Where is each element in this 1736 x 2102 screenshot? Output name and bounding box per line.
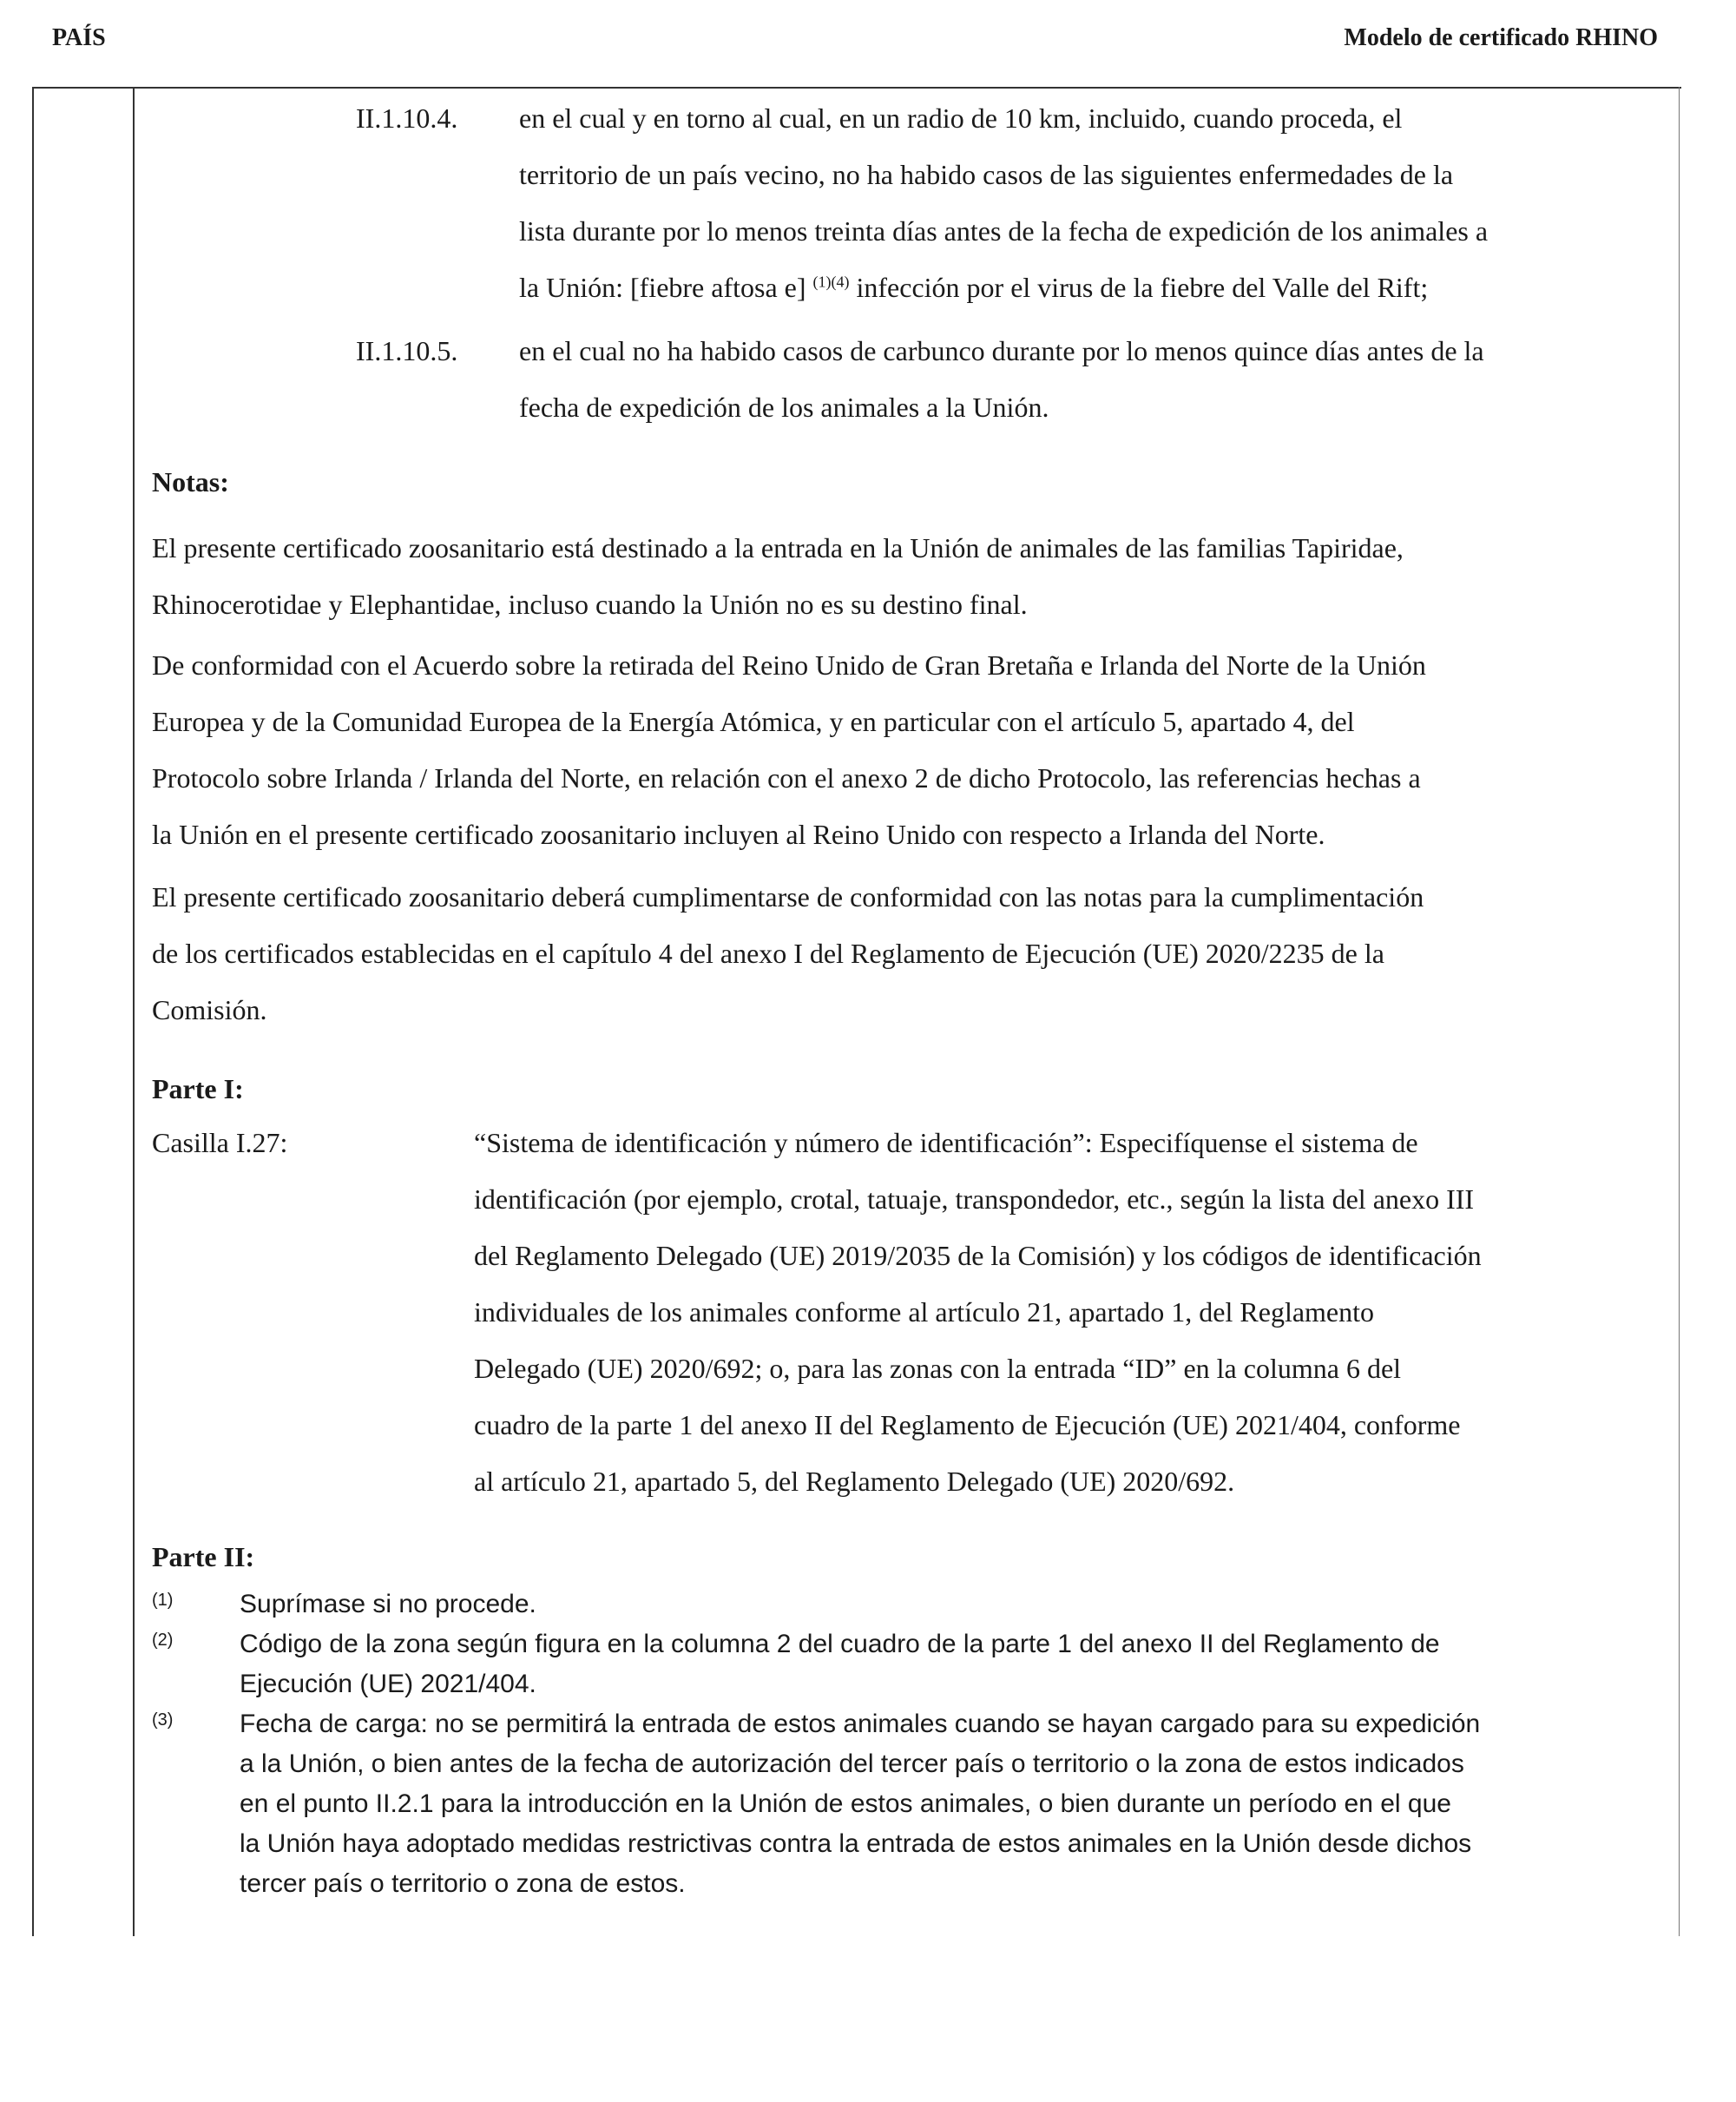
box-label: Casilla I.27: — [152, 1127, 288, 1158]
clause-line: territorio de un país vecino, no ha habido casos de las siguientes enfermedades de la — [519, 159, 1454, 190]
clause-line: fecha de expedición de los animales a la Unión. — [519, 392, 1049, 423]
clause-text: infección por el virus de la fiebre del Valle del Rift; — [849, 272, 1429, 303]
notes-heading: Notas: — [152, 466, 229, 497]
footnote-text — [240, 1624, 1440, 1704]
top-rule — [32, 87, 1681, 89]
note-line: El presente certificado zoosanitario deberá cumplimentarse de conformidad con las notas para la cumplimentación — [152, 881, 1424, 913]
note-line: de los certificados establecidas en el capítulo 4 del anexo I del Reglamento de Ejecución (UE) 2020/2235 de la — [152, 938, 1384, 969]
note-line: Comisión. — [152, 994, 267, 1025]
footnote-line: en el punto II.2.1 para la introducción en la Unión de estos animales, o bien durante un período en el que — [240, 1789, 1451, 1818]
note-line: Rhinocerotidae y Elephantidae, incluso cuando la Unión no es su destino final. — [152, 589, 1028, 620]
box-description-line: “Sistema de identificación y número de identificación”: Especifíquense el sistema de — [474, 1127, 1418, 1158]
header-model-title: Modelo de certificado RHINO — [1344, 24, 1658, 51]
left-border — [32, 87, 34, 1936]
footnote-line: la Unión haya adoptado medidas restrictivas contra la entrada de estos animales en la Unión desde dichos — [240, 1829, 1472, 1858]
clause-line — [519, 270, 1428, 305]
note-line: El presente certificado zoosanitario está destinado a la entrada en la Unión de animales de las familias Tapiridae, — [152, 532, 1404, 563]
header-country: PAÍS — [52, 24, 106, 51]
box-description-line: Delegado (UE) 2020/692; o, para las zonas con la entrada “ID” en la columna 6 del — [474, 1353, 1402, 1384]
footnote-line: Ejecución (UE) 2021/404. — [240, 1670, 536, 1698]
inner-left-border — [133, 87, 135, 1936]
right-border — [1679, 87, 1680, 1936]
box-description-line: individuales de los animales conforme al artículo 21, apartado 1, del Reglamento — [474, 1296, 1375, 1328]
footnote-line: Fecha de carga: no se permitirá la entrada de estos animales cuando se hayan cargado para su expedición — [240, 1710, 1481, 1738]
box-description-line: al artículo 21, apartado 5, del Reglamento Delegado (UE) 2020/692. — [474, 1466, 1235, 1497]
part-2-heading: Parte II: — [152, 1541, 255, 1572]
part-1-heading: Parte I: — [152, 1073, 244, 1104]
note-line: Protocolo sobre Irlanda / Irlanda del Norte, en relación con el anexo 2 de dicho Protocolo, las referencias hechas a — [152, 762, 1421, 794]
footnote-text — [240, 1585, 536, 1624]
footnote-marker: (1) — [152, 1591, 174, 1610]
box-description-line: identificación (por ejemplo, crotal, tatuaje, transpondedor, etc., según la lista del anexo III — [474, 1183, 1475, 1215]
footnote-line: tercer país o territorio o zona de estos. — [240, 1869, 686, 1898]
box-description-line: cuadro de la parte 1 del anexo II del Reglamento de Ejecución (UE) 2021/404, conforme — [474, 1409, 1461, 1440]
clause-line: lista durante por lo menos treinta días antes de la fecha de expedición de los animales a — [519, 215, 1489, 247]
box-description-line: del Reglamento Delegado (UE) 2019/2035 de la Comisión) y los códigos de identificación — [474, 1240, 1482, 1271]
footnote-marker: (3) — [152, 1710, 174, 1730]
footnote-line: a la Unión, o bien antes de la fecha de autorización del tercer país o territorio o la zona de estos indicados — [240, 1749, 1464, 1778]
note-line: De conformidad con el Acuerdo sobre la retirada del Reino Unido de Gran Bretaña e Irlanda del Norte de la Unión — [152, 649, 1426, 681]
clause-text: la Unión: [fiebre aftosa e] — [519, 272, 813, 303]
clause-number: II.1.10.4. — [356, 102, 458, 134]
clause-number: II.1.10.5. — [356, 335, 458, 366]
note-line: la Unión en el presente certificado zoosanitario incluyen al Reino Unido con respecto a Irlanda del Norte. — [152, 819, 1325, 850]
clause-line: en el cual y en torno al cual, en un radio de 10 km, incluido, cuando proceda, el — [519, 102, 1403, 134]
footnote-marker: (2) — [152, 1631, 174, 1650]
footnote-line: Suprímase si no procede. — [240, 1590, 536, 1618]
footnote-text — [240, 1704, 1480, 1904]
note-line: Europea y de la Comunidad Europea de la Energía Atómica, y en particular con el artículo 5, apartado 4, del — [152, 706, 1355, 737]
clause-line: en el cual no ha habido casos de carbunco durante por lo menos quince días antes de la — [519, 335, 1484, 366]
footnote-reference: (1)(4) — [812, 273, 850, 291]
footnote-line: Código de la zona según figura en la columna 2 del cuadro de la parte 1 del anexo II del Reglamento de — [240, 1630, 1440, 1658]
